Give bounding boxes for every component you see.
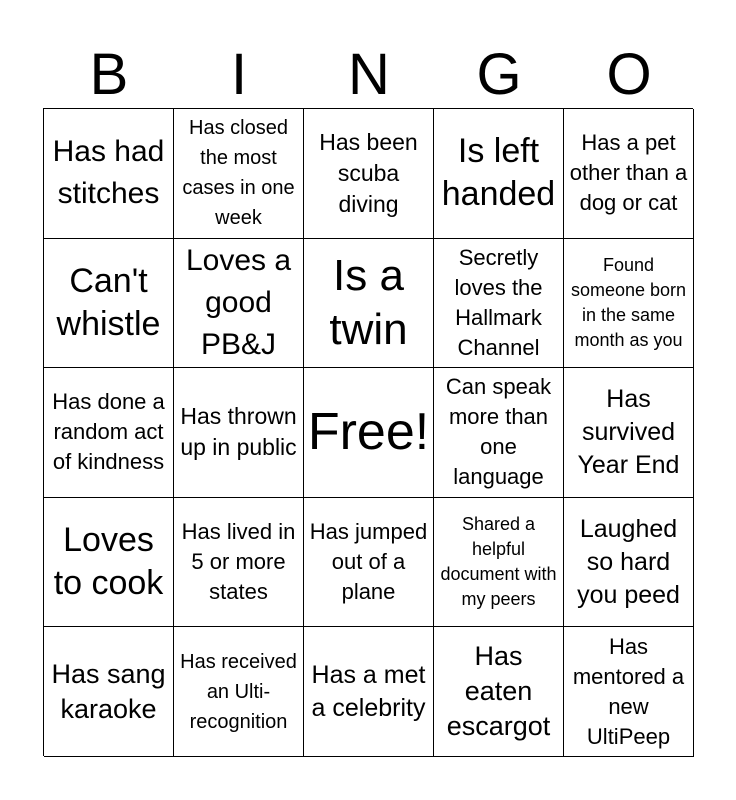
- bingo-cell-r5c1[interactable]: [44, 627, 174, 757]
- bingo-cell-text: Loves to cook: [53, 521, 164, 603]
- bingo-cell-text: Can't whistle: [56, 261, 161, 343]
- header-letter-i: I: [230, 42, 248, 107]
- header-letter-g: G: [476, 42, 522, 107]
- bingo-cell-r4c5[interactable]: [564, 498, 694, 628]
- bingo-cell-text: Shared a helpful document with my peers: [440, 514, 557, 610]
- bingo-cell-r4c4[interactable]: [434, 498, 564, 628]
- bingo-cell-text: Is left handed: [441, 132, 556, 214]
- bingo-cell-r1c2[interactable]: [174, 109, 304, 239]
- bingo-cell-text: Has done a random act of kindness: [52, 389, 165, 475]
- bingo-cell-r5c4[interactable]: [434, 627, 564, 757]
- bingo-cell-r3c4[interactable]: [434, 368, 564, 498]
- bingo-header: [44, 44, 694, 106]
- bingo-cell-r1c4[interactable]: [434, 109, 564, 239]
- bingo-cell-text: Has received an Ulti-recognition: [180, 650, 297, 733]
- bingo-cell-r2c5[interactable]: [564, 239, 694, 369]
- bingo-cell-r1c5[interactable]: [564, 109, 694, 239]
- bingo-cell-r4c3[interactable]: [304, 498, 434, 628]
- bingo-cell-r1c3[interactable]: [304, 109, 434, 239]
- bingo-cell-text: Has survived Year End: [577, 384, 680, 479]
- bingo-cell-text: Can speak more than one language: [445, 374, 552, 490]
- bingo-cell-text: Has mentored a new UltiPeep: [572, 633, 685, 749]
- bingo-cell-text: Has eaten escargot: [446, 641, 551, 742]
- bingo-cell-r2c4[interactable]: [434, 239, 564, 369]
- bingo-cell-r5c2[interactable]: [174, 627, 304, 757]
- bingo-cell-r2c1[interactable]: [44, 239, 174, 369]
- bingo-cell-r4c2[interactable]: [174, 498, 304, 628]
- bingo-cell-text: Has a pet other than a dog or cat: [569, 130, 688, 216]
- bingo-cell-text: Has been scuba diving: [319, 128, 418, 217]
- bingo-cell-r2c2[interactable]: [174, 239, 304, 369]
- bingo-cell-text: Has had stitches: [52, 135, 165, 211]
- bingo-cell-text: Secretly loves the Hallmark Channel: [454, 244, 543, 360]
- bingo-cell-text: Loves a good PB&J: [185, 243, 292, 361]
- bingo-cell-r5c5[interactable]: [564, 627, 694, 757]
- header-letter-b: B: [89, 42, 129, 107]
- header-letter-o: O: [606, 42, 652, 107]
- bingo-cell-r1c1[interactable]: [44, 109, 174, 239]
- bingo-cell-r3c5[interactable]: [564, 368, 694, 498]
- bingo-cell-text: Has sang karaoke: [51, 658, 166, 724]
- bingo-cell-text: Has closed the most cases in one week: [182, 117, 295, 230]
- bingo-cell-text: Has lived in 5 or more states: [181, 519, 296, 605]
- bingo-cell-r3c2[interactable]: [174, 368, 304, 498]
- bingo-card-grid: [43, 108, 693, 756]
- bingo-cell-r3c1[interactable]: [44, 368, 174, 498]
- bingo-free-space[interactable]: [304, 368, 434, 498]
- bingo-cell-text: Has thrown up in public: [180, 403, 297, 461]
- bingo-cell-text: Is a twin: [329, 250, 408, 354]
- bingo-cell-r4c1[interactable]: [44, 498, 174, 628]
- bingo-cell-text: Has a met a celebrity: [311, 660, 426, 722]
- header-letter-n: N: [348, 42, 390, 107]
- bingo-cell-r2c3[interactable]: [304, 239, 434, 369]
- bingo-cell-text: Free!: [307, 403, 430, 462]
- bingo-cell-text: Found someone born in the same month as you: [570, 254, 687, 350]
- bingo-cell-r5c3[interactable]: [304, 627, 434, 757]
- bingo-cell-text: Has jumped out of a plane: [309, 519, 428, 605]
- bingo-cell-text: Laughed so hard you peed: [577, 514, 680, 609]
